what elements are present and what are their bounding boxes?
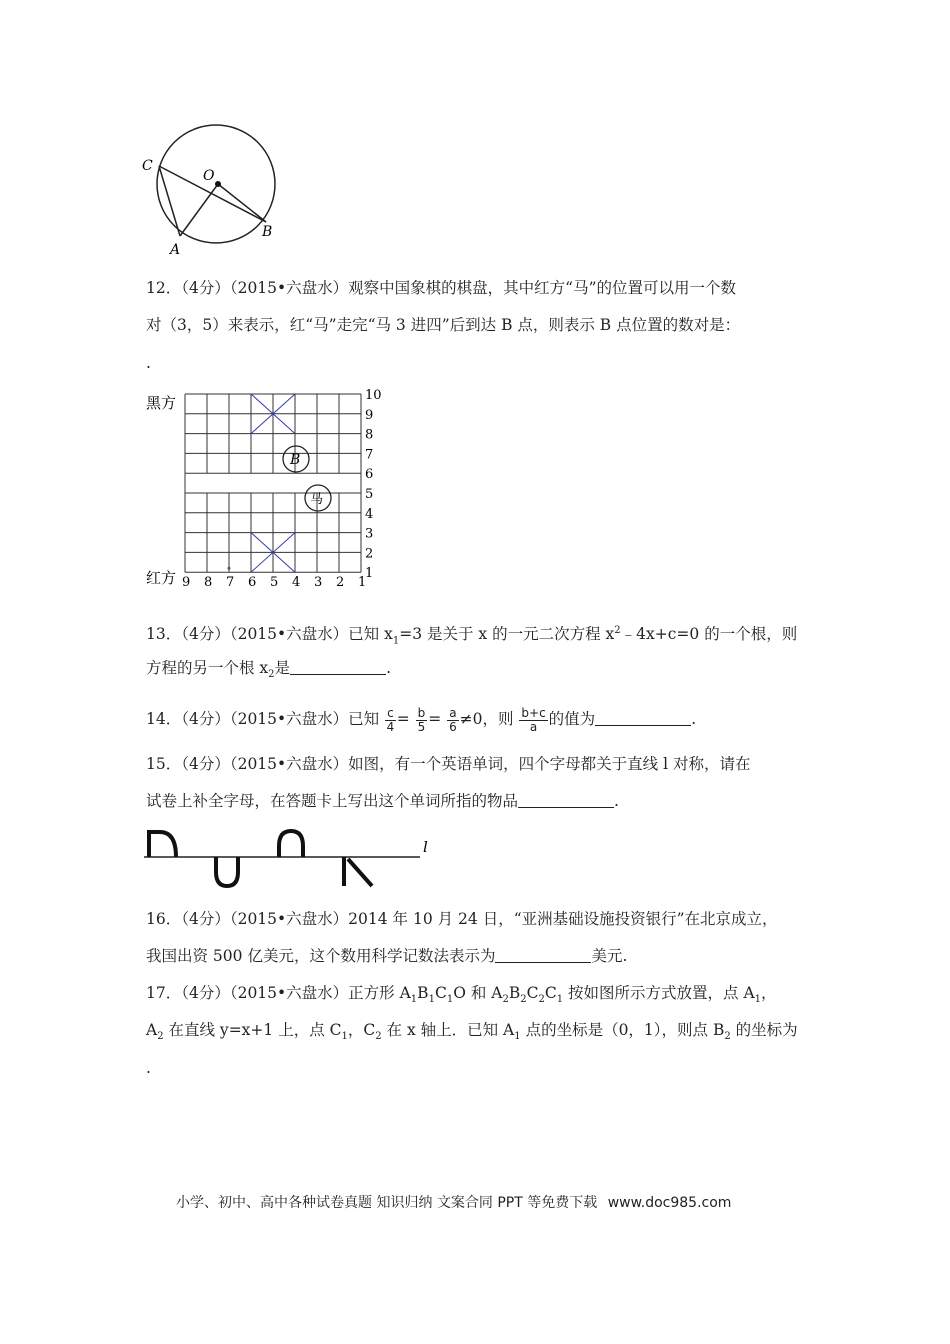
col-number: 8 [204,575,213,591]
col-number: 5 [270,575,279,591]
col-number: 2 [336,575,345,591]
row-number: 1 [365,566,374,582]
question-12-line3: . [146,354,151,372]
label-a: A [170,242,181,258]
col-number: 3 [314,575,323,591]
question-12-line2: 对（3，5）来表示，红“马”走完“马 3 进四”后到达 B 点，则表示 B 点位置的数对是： [146,316,741,334]
question-16-line1: 16．（4分）（2015•六盘水）2014 年 10 月 24 日，“亚洲基础设施投资银行”在北京成立， [146,910,778,928]
row-number: 2 [365,546,374,562]
row-number: 4 [365,506,374,522]
question-14: 14．（4分）（2015•六盘水）已知 $\frac{c}{4}$ = $\frac{b}{5}$ = $\frac{a}{6}$ ≠0，则 $\frac{b+c}{a}$ 的值为 . [146,705,697,734]
circle-figure [138,122,288,258]
footer-url[interactable]: www.doc985.com [607,1195,732,1211]
answer-blank-16[interactable] [495,948,591,963]
label-b: B [262,224,273,240]
chess-board-figure [143,386,393,606]
col-number: 6 [248,575,257,591]
col-number: 9 [182,575,191,591]
row-number: 6 [365,467,374,483]
ma-marker: 马 [310,492,324,507]
row-number: 5 [365,487,374,502]
label-o: O [203,168,215,184]
row-number: 8 [365,427,374,443]
b-marker: B [290,452,301,468]
question-17-line2: $A_2$ 在直线 y=x+1 上，点 $C_1$，$C_2$ 在 x 轴上．已知 $A_1$ 点的坐标是（0，1），则点 $B_2$ 的坐标为 [146,1021,798,1043]
question-13-line1: 13．（4分）（2015•六盘水）已知 $x_1=3$ 是关于 x 的一元二次方程 $x^2﹣4x+c=0$ 的一个根，则 [146,625,798,647]
red-side-label: 红方 [146,569,177,587]
question-16-line2: 我国出资 500 亿美元，这个数用科学记数法表示为 美元. [146,947,628,965]
col-number: 4 [292,575,301,591]
question-15-line1: 15．（4分）（2015•六盘水）如图，有一个英语单词，四个字母都关于直线 l 对称，请在 [146,755,751,773]
row-number: 9 [365,407,374,423]
question-17-line3: . [146,1059,151,1077]
col-number: 1 [358,575,367,591]
black-side-label: 黑方 [146,394,177,412]
half-letters-figure [140,826,440,890]
row-number: 3 [365,526,374,542]
col-number: 7 [226,575,235,591]
row-number: 10 [365,388,382,403]
row-number: 7 [365,447,374,463]
question-17-line1: 17．（4分）（2015•六盘水）正方形 $A_1B_1C_1O$ 和 $A_2B_2C_2C_1$ 按如图所示方式放置，点 $A_1$， [146,984,777,1006]
question-13-line2: 方程的另一个根 $x_2$是 . [146,659,391,681]
footer [176,1192,731,1212]
answer-blank-13[interactable] [290,660,386,675]
question-15-line2: 试卷上补全字母，在答题卡上写出这个单词所指的物品 . [146,792,619,810]
answer-blank-15[interactable] [518,793,614,808]
line-l-label: l [423,838,428,856]
question-12-line1: 12．（4分）（2015•六盘水）观察中国象棋的棋盘，其中红方“马”的位置可以用一个数 [146,279,737,297]
answer-blank-14[interactable] [595,711,691,726]
footer-text: 小学、初中、高中各种试卷真题 知识归纳 文案合同 PPT 等免费下载 [176,1195,598,1211]
label-c: C [142,158,153,174]
